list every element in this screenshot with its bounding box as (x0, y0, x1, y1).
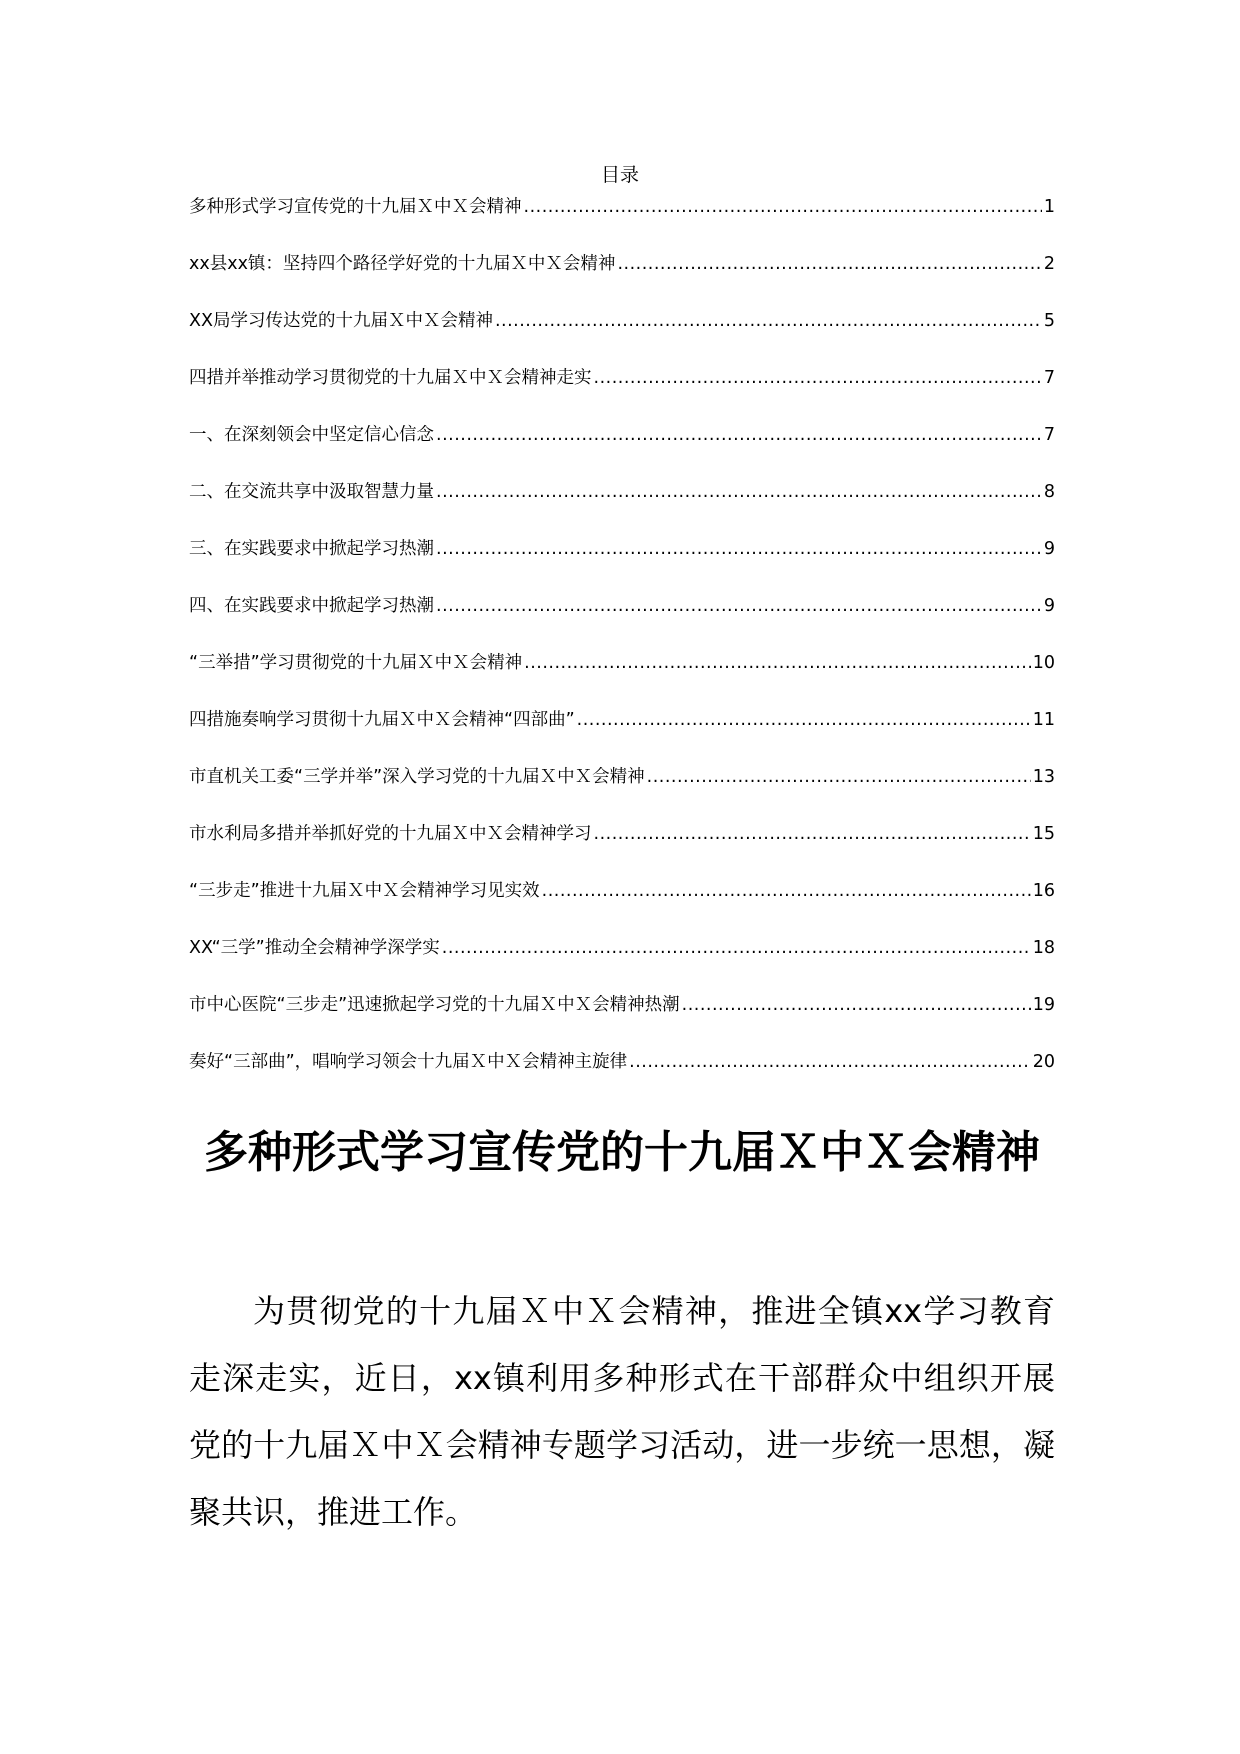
toc-entry-label: 二、在交流共享中汲取智慧力量 (189, 482, 434, 502)
toc-entry-label: 一、在深刻领会中坚定信心信念 (189, 425, 434, 445)
toc-entry-page: 11 (1032, 710, 1055, 730)
toc-entry-label: 市直机关工委“三学并举”深入学习党的十九届Ｘ中Ｘ会精神 (189, 767, 645, 787)
article-paragraph: 为贯彻党的十九届Ｘ中Ｘ会精神，推进全镇xx学习教育走深走实，近日，xx镇利用多种形式在干部群众中组织开展党的十九届Ｘ中Ｘ会精神专题学习活动，进一步统一思想，凝聚共识，推进工作。 (189, 1292, 1055, 1531)
toc-entry[interactable] (189, 480, 1055, 537)
toc-entry-page: 2 (1043, 254, 1055, 274)
toc-entry-page: 10 (1032, 653, 1055, 673)
toc-entry-label: 四措并举推动学习贯彻党的十九届Ｘ中Ｘ会精神走实 (189, 368, 592, 388)
toc-entry-page: 16 (1032, 881, 1055, 901)
toc-entry-page: 7 (1043, 425, 1055, 445)
toc-dot-leader (629, 1050, 1031, 1074)
toc-entry[interactable] (189, 537, 1055, 594)
toc-entry[interactable] (189, 822, 1055, 879)
toc-entry-label: 奏好“三部曲”，唱响学习领会十九届Ｘ中Ｘ会精神主旋律 (189, 1052, 628, 1072)
toc-dot-leader (442, 936, 1031, 960)
table-of-contents (189, 195, 1055, 1107)
toc-dot-leader (682, 993, 1031, 1017)
toc-entry-label: 三、在实践要求中掀起学习热潮 (189, 539, 434, 559)
toc-dot-leader (524, 651, 1031, 675)
toc-dot-leader (617, 252, 1041, 276)
toc-entry-label: XX“三学”推动全会精神学深学实 (189, 938, 440, 958)
toc-entry-label: “三举措”学习贯彻党的十九届Ｘ中Ｘ会精神 (189, 653, 523, 673)
toc-entry-label: 四、在实践要求中掀起学习热潮 (189, 596, 434, 616)
toc-dot-leader (647, 765, 1031, 789)
toc-entry-page: 1 (1043, 197, 1055, 217)
toc-title: 目录 (600, 164, 639, 186)
toc-entry-page: 9 (1043, 596, 1055, 616)
toc-dot-leader (495, 309, 1042, 333)
toc-entry-label: 市水利局多措并举抓好党的十九届Ｘ中Ｘ会精神学习 (189, 824, 592, 844)
toc-entry-page: 19 (1032, 995, 1055, 1015)
toc-entry-label: 多种形式学习宣传党的十九届Ｘ中Ｘ会精神 (189, 197, 522, 217)
toc-entry-page: 20 (1032, 1052, 1055, 1072)
toc-dot-leader (436, 423, 1042, 447)
toc-dot-leader (436, 480, 1042, 504)
toc-entry-page: 7 (1043, 368, 1055, 388)
toc-entry-page: 18 (1032, 938, 1055, 958)
toc-dot-leader (577, 708, 1031, 732)
toc-dot-leader (436, 537, 1042, 561)
toc-dot-leader (594, 366, 1042, 390)
toc-entry-page: 5 (1043, 311, 1055, 331)
toc-entry[interactable] (189, 765, 1055, 822)
toc-entry-label: xx县xx镇：坚持四个路径学好党的十九届Ｘ中Ｘ会精神 (189, 254, 616, 274)
toc-entry[interactable] (189, 993, 1055, 1050)
toc-entry[interactable] (189, 594, 1055, 651)
toc-entry-label: “三步走”推进十九届Ｘ中Ｘ会精神学习见实效 (189, 881, 540, 901)
toc-entry[interactable] (189, 423, 1055, 480)
toc-entry-page: 9 (1043, 539, 1055, 559)
toc-dot-leader (436, 594, 1042, 618)
toc-entry[interactable] (189, 936, 1055, 993)
toc-entry-page: 8 (1043, 482, 1055, 502)
toc-entry[interactable] (189, 708, 1055, 765)
toc-entry-page: 15 (1032, 824, 1055, 844)
toc-entry-page: 13 (1032, 767, 1055, 787)
toc-entry[interactable] (189, 366, 1055, 423)
toc-dot-leader (594, 822, 1031, 846)
toc-entry[interactable] (189, 651, 1055, 708)
toc-entry[interactable] (189, 309, 1055, 366)
toc-dot-leader (542, 879, 1031, 903)
toc-dot-leader (524, 195, 1042, 219)
toc-entry-label: 市中心医院“三步走”迅速掀起学习党的十九届Ｘ中Ｘ会精神热潮 (189, 995, 680, 1015)
article-heading: 多种形式学习宣传党的十九届Ｘ中Ｘ会精神 (204, 1127, 1040, 1178)
toc-entry[interactable] (189, 252, 1055, 309)
toc-entry-label: 四措施奏响学习贯彻十九届Ｘ中Ｘ会精神“四部曲” (189, 710, 575, 730)
toc-entry[interactable] (189, 1050, 1055, 1107)
toc-entry[interactable] (189, 879, 1055, 936)
toc-entry[interactable] (189, 195, 1055, 252)
toc-entry-label: XX局学习传达党的十九届Ｘ中Ｘ会精神 (189, 311, 493, 331)
